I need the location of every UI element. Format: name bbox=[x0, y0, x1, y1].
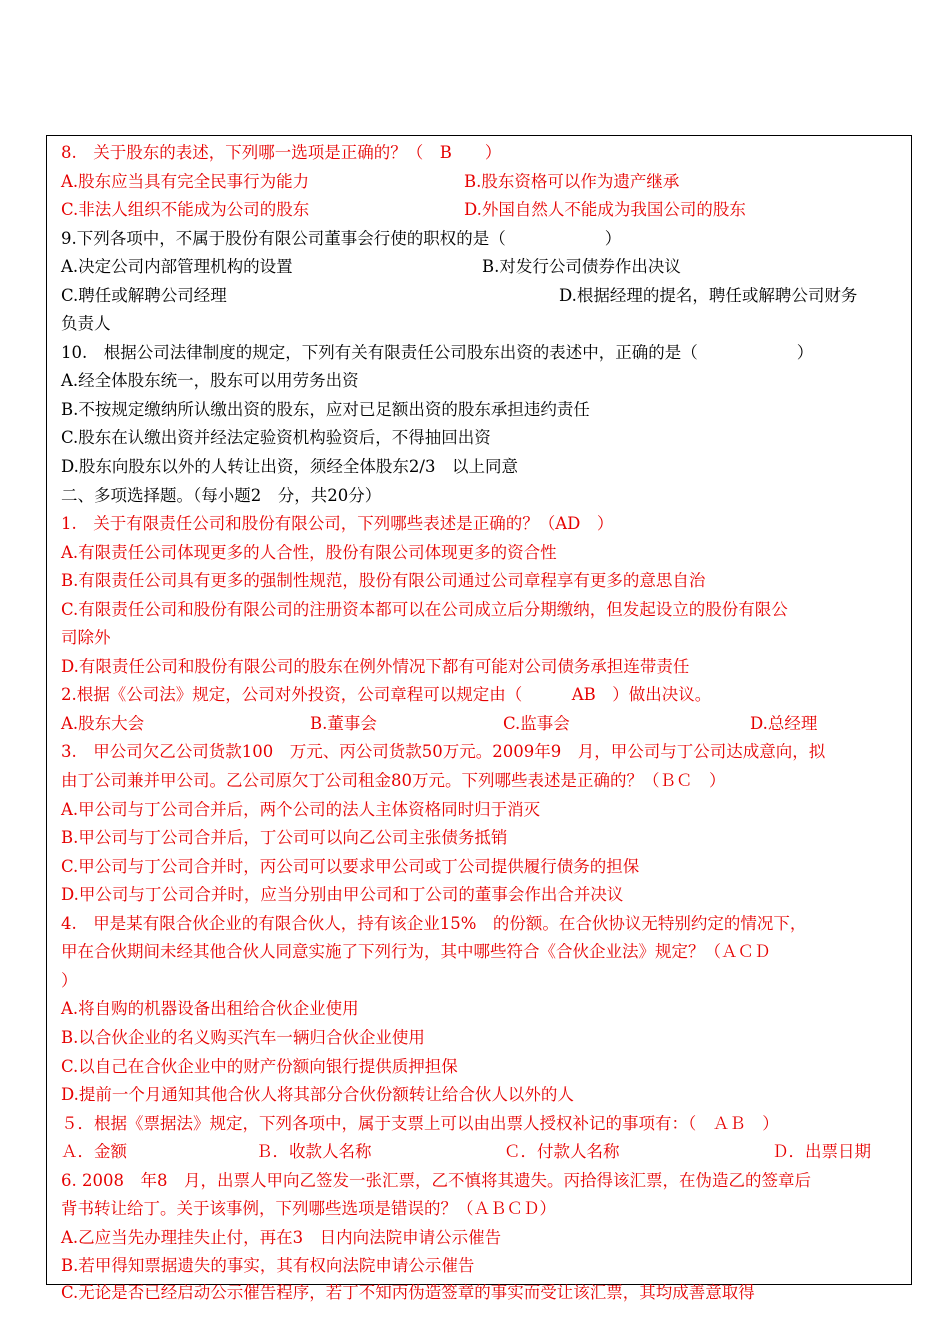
m6-option-c: C.无论是否已经启动公示催告程序，若丁不知丙伪造签章的事实而受让该汇票，其均成善意取得 bbox=[61, 1282, 755, 1302]
q8-options-cd bbox=[61, 196, 901, 225]
m3-option-c: C.甲公司与丁公司合并时，丙公司可以要求甲公司或丁公司提供履行债务的担保 bbox=[61, 856, 640, 876]
m1-option-d: D.有限责任公司和股份有限公司的股东在例外情况下都有可能对公司债务承担连带责任 bbox=[61, 656, 690, 676]
m4-option-b: B.以合伙企业的名义购买汽车一辆归合伙企业使用 bbox=[61, 1027, 425, 1047]
q8-options-ab bbox=[61, 168, 901, 197]
q8-option-d: D.外国自然人不能成为我国公司的股东 bbox=[464, 200, 746, 220]
m2-option-b: B.董事会 bbox=[310, 713, 377, 733]
m1-option-b: B.有限责任公司具有更多的强制性规范，股份有限公司通过公司章程享有更多的意思自治 bbox=[61, 571, 706, 591]
m1-option-c-continued: 司除外 bbox=[61, 628, 111, 648]
m6-stem-continued: 背书转让给丁。关于该事例，下列哪些选项是错误的？（ＡＢＣＤ） bbox=[61, 1199, 556, 1219]
m4-stem: 4. 甲是某有限合伙企业的有限合伙人，持有该企业15% 的份额。在合伙协议无特别约定的情况下， bbox=[61, 913, 807, 933]
m6-option-a: A.乙应当先办理挂失止付，再在3 日内向法院申请公示催告 bbox=[61, 1227, 502, 1247]
q10-option-a: A.经全体股东统一，股东可以用劳务出资 bbox=[61, 371, 359, 391]
q9-option-b: B.对发行公司债券作出决议 bbox=[482, 257, 681, 277]
q8-option-a: A.股东应当具有完全民事行为能力 bbox=[61, 171, 310, 191]
q9-option-c: C.聘任或解聘公司经理 bbox=[61, 285, 227, 305]
q8-option-c: C.非法人组织不能成为公司的股东 bbox=[61, 200, 310, 220]
m6-option-c-clipped bbox=[61, 1279, 901, 1302]
m3-option-d: D.甲公司与丁公司合并时，应当分别由甲公司和丁公司的董事会作出合并决议 bbox=[61, 885, 624, 905]
m4-option-c: C.以自己在合伙企业中的财产份额向银行提供质押担保 bbox=[61, 1056, 458, 1076]
m3-option-b: B.甲公司与丁公司合并后，丁公司可以向乙公司主张债务抵销 bbox=[61, 828, 508, 848]
m5-options bbox=[61, 1138, 901, 1167]
m5-option-b: Ｂ．收款人名称 bbox=[256, 1142, 372, 1162]
q8-option-b: B.股东资格可以作为遗产继承 bbox=[464, 171, 680, 191]
m5-stem: ５．根据《票据法》规定，下列各项中，属于支票上可以由出票人授权补记的事项有：（ ＡＢ ） bbox=[61, 1113, 779, 1133]
q10-option-d: D.股东向股东以外的人转让出资，须经全体股东2/3 以上同意 bbox=[61, 457, 518, 477]
q9-option-d-continued: 负责人 bbox=[61, 314, 111, 334]
m5-option-d: Ｄ．出票日期 bbox=[772, 1142, 871, 1162]
m5-option-a: Ａ．金额 bbox=[61, 1142, 127, 1162]
q9-option-a: A.决定公司内部管理机构的设置 bbox=[61, 257, 293, 277]
m2-option-c: C.监事会 bbox=[503, 713, 570, 733]
m4-stem-continued: 甲在合伙期间未经其他合伙人同意实施了下列行为，其中哪些符合《合伙企业法》规定？（ＡＣＤ bbox=[61, 942, 771, 962]
m3-option-a: A.甲公司与丁公司合并后，两个公司的法人主体资格同时归于消灭 bbox=[61, 799, 541, 819]
m5-option-c: Ｃ．付款人名称 bbox=[504, 1142, 620, 1162]
m4-stem-end: ） bbox=[61, 970, 78, 990]
m2-option-d: D.总经理 bbox=[750, 713, 818, 733]
m1-option-a: A.有限责任公司体现更多的人合性，股份有限公司体现更多的资合性 bbox=[61, 542, 557, 562]
question-table bbox=[46, 135, 912, 1302]
q8-stem: 8. 关于股东的表述，下列哪一选项是正确的？（ B ） bbox=[61, 143, 502, 162]
m1-stem: 1. 关于有限责任公司和股份有限公司，下列哪些表述是正确的？（AD ） bbox=[61, 514, 614, 534]
q10-option-b: B.不按规定缴纳所认缴出资的股东，应对已足额出资的股东承担违约责任 bbox=[61, 399, 590, 419]
m2-options bbox=[61, 710, 901, 739]
m2-option-a: A.股东大会 bbox=[61, 713, 145, 733]
q9-option-d: D.根据经理的提名，聘任或解聘公司财务 bbox=[559, 285, 858, 305]
q9-stem: 9.下列各项中，不属于股份有限公司董事会行使的职权的是（ ） bbox=[61, 228, 622, 248]
m1-option-c: C.有限责任公司和股份有限公司的注册资本都可以在公司成立后分期缴纳，但发起设立的股份有限公 bbox=[61, 599, 788, 619]
section-heading-multiple-choice: 二、多项选择题。（每小题2 分，共20分） bbox=[61, 485, 382, 505]
q10-stem: 10. 根据公司法律制度的规定，下列有关有限责任公司股东出资的表述中，正确的是（ ） bbox=[61, 342, 814, 362]
q9-options-cd bbox=[61, 282, 901, 311]
question-content bbox=[61, 139, 901, 1302]
m2-stem: 2.根据《公司法》规定，公司对外投资，公司章程可以规定由（ AB ）做出决议。 bbox=[61, 685, 712, 705]
q9-options-ab bbox=[61, 253, 901, 282]
m3-stem: 3. 甲公司欠乙公司货款100 万元、丙公司货款50万元。2009年9 月，甲公司与丁公司达成意向，拟 bbox=[61, 742, 826, 762]
m6-stem: 6. 2008 年8 月，出票人甲向乙签发一张汇票，乙不慎将其遗失。丙拾得该汇票，在伪造乙的签章后 bbox=[61, 1170, 811, 1190]
m4-option-d: D.提前一个月通知其他合伙人将其部分合伙份额转让给合伙人以外的人 bbox=[61, 1085, 574, 1105]
q10-option-c: C.股东在认缴出资并经法定验资机构验资后，不得抽回出资 bbox=[61, 428, 491, 448]
m4-option-a: A.将自购的机器设备出租给合伙企业使用 bbox=[61, 999, 359, 1019]
m3-stem-continued: 由丁公司兼并甲公司。乙公司原欠丁公司租金80万元。下列哪些表述是正确的？（ＢＣ ） bbox=[61, 771, 726, 791]
m6-option-b: B.若甲得知票据遗失的事实，其有权向法院申请公示催告 bbox=[61, 1256, 475, 1276]
